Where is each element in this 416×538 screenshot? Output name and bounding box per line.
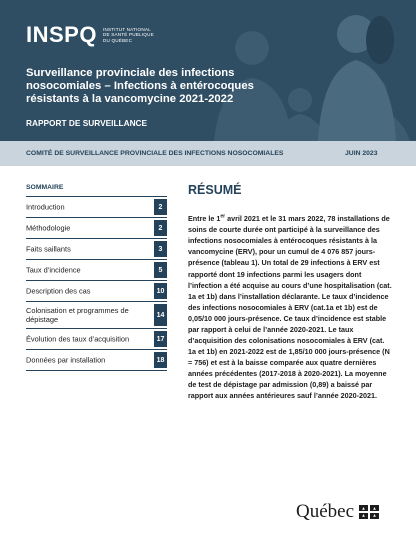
institute-line: DU QUÉBEC (102, 37, 133, 43)
logo-wordmark: INSPQ (26, 22, 97, 47)
summary-lead: Entre le 1 (188, 214, 221, 224)
toc-item-label: Faits saillants (26, 244, 71, 254)
toc-item-label: Méthodologie (26, 223, 71, 233)
summary-text (188, 213, 394, 401)
toc-item-taux-incidence[interactable] (26, 260, 167, 281)
quebec-logo (296, 501, 379, 523)
toc-page-number: 18 (154, 352, 167, 368)
toc-item-label: Données par installation (26, 355, 106, 365)
table-of-contents (26, 196, 167, 371)
toc-title: SOMMAIRE (26, 184, 64, 191)
institute-line: DE SANTÉ PUBLIQUE (102, 32, 154, 38)
toc-item-label: Évolution des taux d’acquisition (26, 334, 130, 344)
ordinal-superscript: er (220, 213, 226, 220)
toc-page-number: 2 (154, 220, 167, 236)
summary-title: RÉSUMÉ (188, 183, 242, 197)
quebec-flag-icon (359, 505, 379, 519)
toc-page-number: 5 (154, 262, 167, 278)
toc-item-methodologie[interactable] (26, 218, 167, 239)
toc-item-label: Description des cas (26, 286, 91, 296)
toc-item-label: Introduction (26, 202, 65, 212)
toc-page-number: 2 (154, 199, 167, 215)
committee-name: COMITÉ DE SURVEILLANCE PROVINCIALE DES INFECTIONS NOSOCOMIALES (26, 150, 284, 157)
toc-page-number: 10 (154, 283, 167, 299)
toc-item-label: Taux d’incidence (26, 265, 81, 275)
publication-date: JUIN 2023 (345, 150, 378, 157)
toc-item-faits-saillants[interactable] (26, 239, 167, 260)
toc-page-number: 14 (154, 304, 167, 326)
inspq-logo (26, 22, 173, 48)
report-type: RAPPORT DE SURVEILLANCE (26, 118, 148, 128)
header-banner (0, 0, 416, 141)
toc-item-label: Colonisation et programmes de dépistage (26, 306, 129, 324)
summary-body: avril 2021 et le 31 mars 2022, 78 installations de soins de courte durée ont participé à la surveillance des infections nosocomiales à entérocoques résistants à la vancomycine (ERV), pour un cumul de 4 076 857 jours-présence (tableau 1). Un total de 29 infections à ERV est rapporté dont 19 infections parmi les usagers dont l’infection a été acquise au cours d’une hospitalisation (cat. 1a et 1b) dans l’installation déclarante. Le taux d’incidence des infections nosocomiales à ERV (cat.1a et 1b) est de 0,05/10 000 jours-présence. Ce taux d’incidence est stable par rapport à celui de l’année 2020-2021. Le taux d’acquisition des colonisations nosocomiales à ERV (cat. 1a et 1b) en 2021-2022 est de 1,85/10 000 jours-présence (N = 756) et est à la baisse comparée aux quatre dernières années précédentes (2017-2018 à 2020-2021). La moyenne de test de dépistage par admission (0,89) a baissé par rapport aux années antérieures sauf l’année 2020-2021. (188, 214, 392, 401)
toc-item-donnees-installation[interactable] (26, 350, 167, 371)
toc-item-introduction[interactable] (26, 197, 167, 218)
institute-line: INSTITUT NATIONAL (102, 26, 151, 32)
toc-page-number: 17 (154, 331, 167, 347)
toc-page-number: 3 (154, 241, 167, 257)
report-title: Surveillance provinciale des infections nosocomiales – Infections à entérocoques résistants à la vancomycine 2021-2022 (26, 67, 254, 105)
institute-name (103, 27, 173, 44)
toc-item-evolution-taux[interactable] (26, 329, 167, 350)
toc-item-description-cas[interactable] (26, 281, 167, 302)
quebec-wordmark: Québec (296, 501, 355, 522)
toc-item-colonisation[interactable] (26, 302, 167, 329)
